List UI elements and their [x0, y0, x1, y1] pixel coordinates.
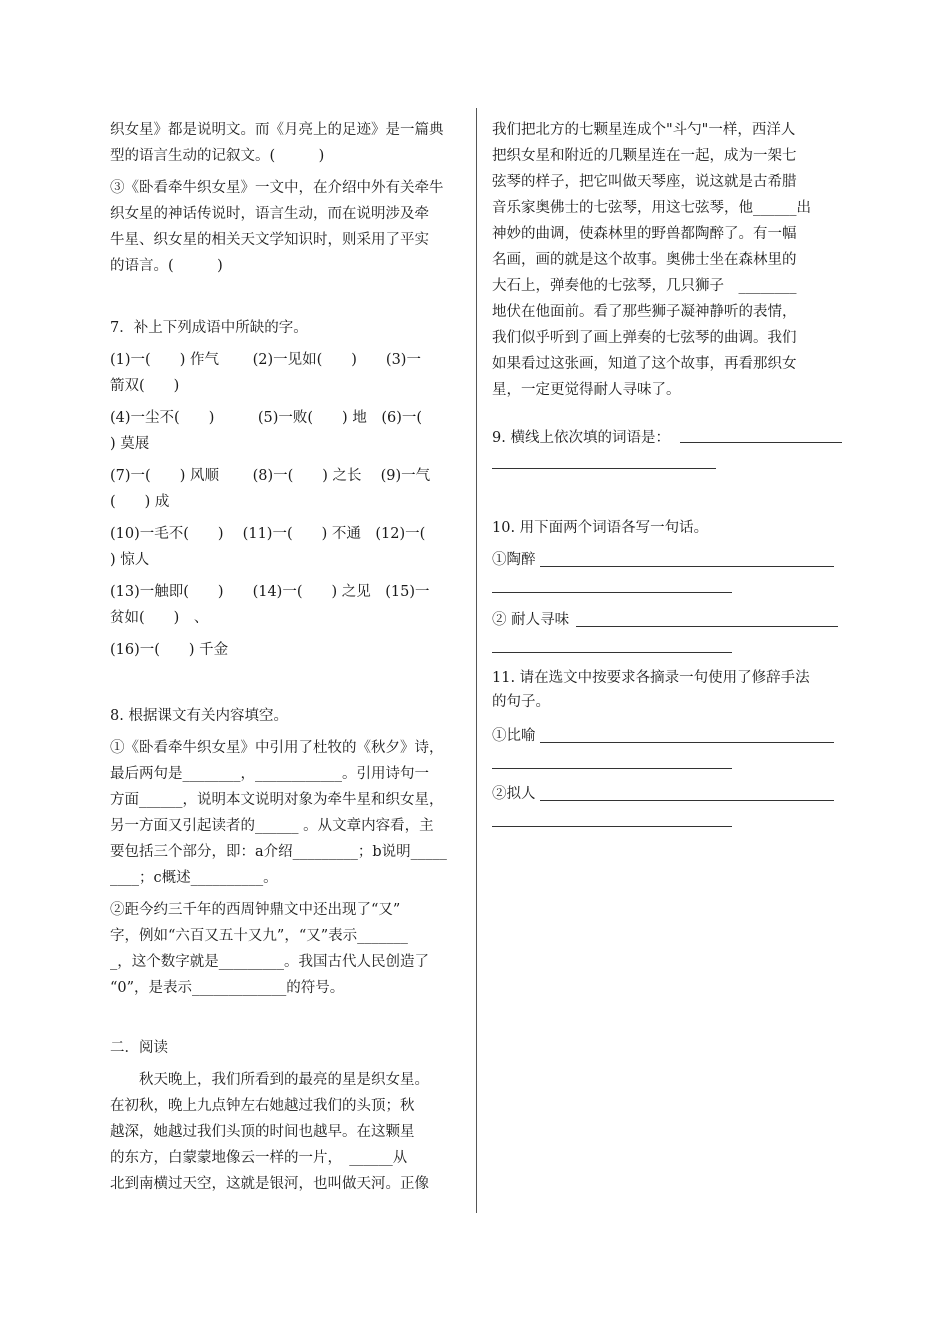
reading-line: 名画，画的就是这个故事。奥佛士坐在森林里的: [492, 252, 797, 268]
idiom-line: (16)一( ) 千金: [110, 642, 229, 658]
question-8-title: 8. 根据课文有关内容填空。: [110, 708, 288, 724]
answer-blank[interactable]: [492, 652, 732, 653]
reading-line: 音乐家奥佛士的七弦琴，用这七弦琴，他______出: [492, 200, 811, 216]
reading-line: 地伏在他面前。看了那些狮子凝神静听的表情，: [492, 304, 797, 320]
answer-blank[interactable]: [576, 626, 838, 627]
text-line: ②距今约三千年的西周钟鼎文中还出现了“又”: [110, 902, 401, 918]
section-2-heading: 二．阅读: [110, 1040, 168, 1056]
reading-line: 把织女星和附近的几颗星连在一起，成为一架七: [492, 148, 797, 164]
text-line: 的语言。( ): [110, 258, 223, 274]
answer-blank[interactable]: [540, 742, 834, 743]
text-line: 另一方面又引起读者的______ 。从文章内容看，主: [110, 818, 434, 834]
idiom-line: (13)一触即( ) (14)一( ) 之见 (15)一: [110, 584, 430, 600]
text-line: “0”，是表示_____________的符号。: [110, 980, 345, 996]
text-line: 牛星、织女星的相关天文学知识时，则采用了平实: [110, 232, 429, 248]
answer-blank[interactable]: [492, 768, 732, 769]
text-line: 型的语言生动的记叙文。( ): [110, 148, 325, 164]
reading-line: 越深，她越过我们头顶的时间也越早。在这颗星: [110, 1124, 415, 1140]
text-line: _，这个数字就是_________。我国古代人民创造了: [110, 954, 429, 970]
idiom-line: (7)一( ) 风顺 (8)一( ) 之长 (9)一气: [110, 468, 431, 484]
text-line: 最后两句是________，____________。引用诗句一: [110, 766, 429, 782]
answer-blank[interactable]: [492, 468, 716, 469]
text-line: 要包括三个部分，即：a介绍_________；b说明_____: [110, 844, 447, 860]
text-line: 织女星的神话传说时，语言生动，而在说明涉及牵: [110, 206, 429, 222]
prompt-simile: ①比喻: [492, 728, 536, 744]
column-divider: [476, 108, 477, 1213]
idiom-line: (1)一( ) 作气 (2)一见如( ) (3)一: [110, 352, 421, 368]
text-line: 方面______，说明本文说明对象为牵牛星和织女星，: [110, 792, 444, 808]
text-line: 织女星》都是说明文。而《月亮上的足迹》是一篇典: [110, 122, 444, 138]
question-11: 11. 请在选文中按要求各摘录一句使用了修辞手法: [492, 670, 810, 686]
reading-line: 的东方，白蒙蒙地像云一样的一片， ______从: [110, 1150, 408, 1166]
idiom-line: 箭双( ): [110, 378, 180, 394]
idiom-line: 贫如( ) 、: [110, 610, 209, 626]
reading-line: 星，一定更觉得耐人寻味了。: [492, 382, 681, 398]
text-line: ①《卧看牵牛织女星》中引用了杜牧的《秋夕》诗，: [110, 740, 444, 756]
idiom-line: ) 莫展: [110, 436, 150, 452]
reading-line: 神妙的曲调，使森林里的野兽都陶醉了。有一幅: [492, 226, 797, 242]
question-7-title: 7．补上下列成语中所缺的字。: [110, 320, 308, 336]
idiom-line: (10)一毛不( ) (11)一( ) 不通 (12)一(: [110, 526, 426, 542]
idiom-line: ) 惊人: [110, 552, 150, 568]
question-11-cont: 的句子。: [492, 694, 550, 710]
reading-line: 我们把北方的七颗星连成个"斗勺"一样，西洋人: [492, 122, 796, 138]
answer-blank[interactable]: [540, 566, 834, 567]
prompt-word-1: ①陶醉: [492, 552, 536, 568]
answer-blank[interactable]: [680, 442, 842, 443]
prompt-personification: ②拟人: [492, 786, 536, 802]
idiom-line: (4)一尘不( ) (5)一败( ) 地 (6)一(: [110, 410, 423, 426]
text-line: ____；c概述__________。: [110, 870, 278, 886]
text-line: ③《卧看牵牛织女星》一文中，在介绍中外有关牵牛: [110, 180, 444, 196]
reading-line: 我们似乎听到了画上弹奏的七弦琴的曲调。我们: [492, 330, 797, 346]
reading-line: 秋天晚上，我们所看到的最亮的星是织女星。: [110, 1072, 429, 1088]
answer-blank[interactable]: [492, 826, 732, 827]
idiom-line: ( ) 成: [110, 494, 170, 510]
question-9: 9. 横线上依次填的词语是：: [492, 430, 670, 446]
text-line: 字，例如“六百又五十又九”，“又”表示_______: [110, 928, 408, 944]
prompt-word-2: ② 耐人寻味: [492, 612, 570, 628]
reading-line: 大石上，弹奏他的七弦琴，几只狮子 ________: [492, 278, 797, 294]
reading-line: 北到南横过天空，这就是银河，也叫做天河。正像: [110, 1176, 429, 1192]
answer-blank[interactable]: [492, 592, 732, 593]
answer-blank[interactable]: [540, 800, 834, 801]
reading-line: 在初秋，晚上九点钟左右她越过我们的头顶；秋: [110, 1098, 415, 1114]
reading-line: 如果看过这张画，知道了这个故事，再看那织女: [492, 356, 797, 372]
reading-line: 弦琴的样子，把它叫做天琴座，说这就是古希腊: [492, 174, 797, 190]
question-10: 10. 用下面两个词语各写一句话。: [492, 520, 709, 536]
